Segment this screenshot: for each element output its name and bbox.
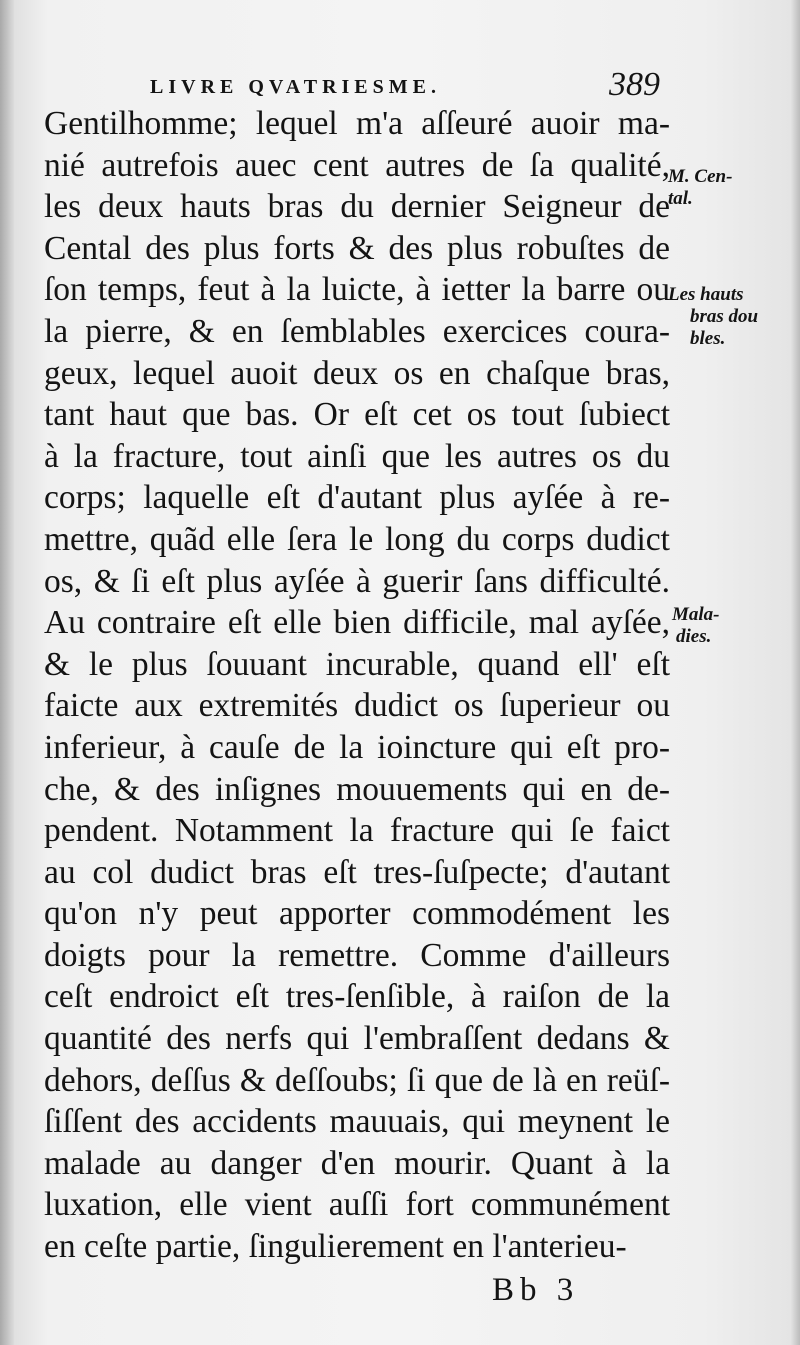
- marginal-note-line: M. Cen-: [668, 166, 733, 187]
- marginal-note-maladies: [672, 604, 780, 648]
- marginal-note-line: Mala-: [672, 604, 720, 625]
- text-line: corps; laquelle eſt d'autant plus ayſée à re-: [44, 479, 670, 517]
- text-line: geux, lequel auoit deux os en chaſque bras,: [44, 354, 670, 392]
- marginal-note-line: Les hauts: [668, 284, 744, 305]
- page-edge-right: [790, 0, 800, 1345]
- text-line: nié autrefois auec cent autres de ſa qualité,: [44, 146, 670, 184]
- marginal-note-line: bras dou: [690, 306, 759, 327]
- text-line: & le plus ſouuant incurable, quand ell' eſt: [44, 645, 670, 683]
- text-line: che, & des inſignes mouuements qui en de-: [44, 770, 670, 808]
- text-line: à la fracture, tout ainſi que les autres os du: [44, 437, 670, 475]
- text-line: faicte aux extremités dudict os ſuperieur ou: [44, 687, 670, 725]
- text-line: au col dudict bras eſt tres-ſuſpecte; d'autant: [44, 853, 670, 891]
- marginal-note-bras-doubles: [668, 284, 776, 350]
- text-line: inferieur, à cauſe de la ioincture qui eſt pro-: [44, 728, 670, 766]
- text-line: pendent. Notamment la fracture qui ſe faict: [44, 812, 670, 850]
- text-line: les deux hauts bras du dernier Seigneur de: [44, 188, 670, 226]
- marginal-note-line: bles.: [690, 328, 726, 349]
- text-line: ceſt endroict eſt tres-ſenſible, à raiſon de la: [44, 978, 670, 1016]
- page-number: 389: [609, 66, 660, 103]
- body-text: [44, 103, 670, 1268]
- page-edge-left: [0, 0, 14, 1345]
- running-head: [150, 66, 660, 106]
- running-title: LIVRE QVATRIESME.: [150, 76, 441, 98]
- text-line: qu'on n'y peut apporter commodément les: [44, 895, 670, 933]
- text-line: dehors, deſſus & deſſoubs; ſi que de là en reüſ-: [44, 1061, 670, 1099]
- text-line: Gentilhomme; lequel m'a aſſeuré auoir ma-: [44, 105, 670, 142]
- marginal-note-line: dies.: [676, 626, 712, 647]
- text-line: Au contraire eſt elle bien difficile, mal ayſée,: [44, 604, 670, 642]
- text-line: ſiſſent des accidents mauuais, qui meynent le: [44, 1103, 670, 1141]
- signature-mark: Bb 3: [492, 1272, 580, 1308]
- text-line: doigts pour la remettre. Comme d'ailleurs: [44, 936, 670, 974]
- text-line: mettre, quãd elle ſera le long du corps dudict: [44, 520, 670, 558]
- text-line: ſon temps, feut à la luicte, à ietter la barre ou: [44, 271, 670, 309]
- text-line: tant haut que bas. Or eſt cet os tout ſubiect: [44, 396, 670, 434]
- text-line: os, & ſi eſt plus ayſée à guerir ſans difficulté.: [44, 562, 670, 600]
- marginal-note-line: tal.: [668, 188, 693, 209]
- text-line: quantité des nerfs qui l'embraſſent dedans &: [44, 1020, 670, 1058]
- text-line: la pierre, & en ſemblables exercices coura-: [44, 312, 670, 350]
- marginal-note-m-cental: [668, 166, 776, 210]
- text-line: malade au danger d'en mourir. Quant à la: [44, 1144, 670, 1182]
- text-line: Cental des plus forts & des plus robuſtes de: [44, 229, 670, 267]
- text-line: en ceſte partie, ſingulierement en l'anterieu-: [44, 1228, 627, 1266]
- text-line: luxation, elle vient auſſi fort communément: [44, 1186, 670, 1224]
